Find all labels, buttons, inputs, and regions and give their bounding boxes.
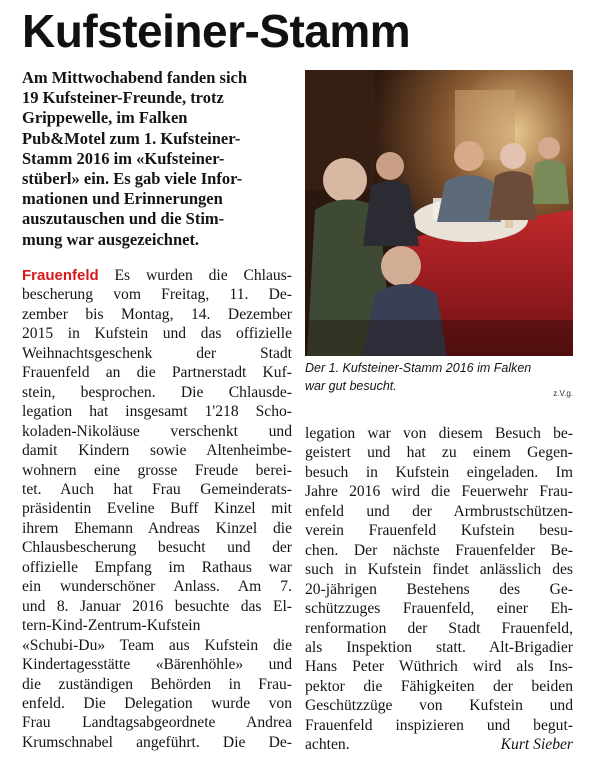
last-line-text: achten.	[305, 736, 350, 754]
body-line: enfeld. Die Delegation wurde von	[22, 694, 292, 712]
body-line: enfeld und der Armbrustschützen-	[305, 502, 573, 520]
body-line: Jahre 2016 wird die Feuerwehr Frau-	[305, 483, 573, 501]
body-line: verein Frauenfeld Kufstein besu-	[305, 522, 573, 540]
body-line: und 8. Januar 2016 besuchte das El-	[22, 597, 292, 615]
body-column-left	[22, 266, 292, 752]
body-line: Krumschnabel angeführt. Die De-	[22, 733, 292, 751]
body-line: offizielle Empfang im Rathaus war	[22, 558, 292, 576]
body-line: ein wunderschöner Anlass. Am 7.	[22, 578, 292, 596]
body-line: wohnern eine grosse Freude berei-	[22, 461, 292, 479]
body-line: Weihnachtsgeschenk der Stadt	[22, 344, 292, 362]
body-line-last	[305, 735, 573, 754]
body-line: zember bis Montag, 14. Dezember	[22, 305, 292, 323]
lead-line: Grippewelle, im Falken	[22, 108, 188, 128]
author-name: Kurt Sieber	[500, 736, 573, 754]
lead-line: 19 Kufsteiner-Freunde, trotz	[22, 88, 224, 108]
body-line: tet. Auch hat Frau Gemeinderats-	[22, 480, 292, 498]
body-line: Kindertagesstätte «Bärenhöhle» und	[22, 656, 292, 674]
lead-line: Pub&Motel zum 1. Kufsteiner-	[22, 128, 241, 148]
body-line: 20-jährigen Bestehens des Ge-	[305, 580, 573, 598]
body-line: Geschützzüge von Kufstein und	[305, 697, 573, 715]
body-column-right	[305, 424, 573, 755]
body-line: geistert und hat zu einem Gegen-	[305, 444, 573, 462]
body-line: 2015 in Kufstein und das offizielle	[22, 325, 292, 343]
body-line: stein, besprochen. Die Chlausde-	[22, 383, 292, 401]
body-line: legation hat insgesamt 1'218 Scho-	[22, 403, 292, 421]
body-line: ihrem Ehemann Andreas Kinzel die	[22, 519, 292, 537]
dateline-place: Frauenfeld	[22, 267, 99, 284]
body-line: koladen-Nikoläuse verschenkt und	[22, 422, 292, 440]
first-line-text: Es wurden die Chlaus-	[114, 267, 292, 284]
lead-line: Am Mittwochabend fanden sich	[22, 68, 248, 87]
photo-credit: z.V.g.	[553, 389, 573, 398]
body-line: besuch in Kufstein eingeladen. Im	[305, 463, 573, 481]
body-line: Frauenfeld inspizieren und begut-	[305, 716, 573, 734]
body-line: präsidentin Eveline Buff Kinzel mit	[22, 500, 292, 518]
caption-line: war gut besucht.	[305, 379, 397, 393]
body-line: Hans Peter Wüthrich wird als Ins-	[305, 658, 573, 676]
event-photo-image	[305, 70, 573, 356]
lead-line: mung war ausgezeichnet.	[22, 229, 200, 249]
body-line: bescherung vom Freitag, 11. De-	[22, 286, 292, 304]
body-line: legation war von diesem Besuch be-	[305, 425, 573, 442]
body-line: schützzuges Frauenfeld, einer Eh-	[305, 600, 573, 618]
lead-line: auszutauschen und die Stim-	[22, 209, 225, 229]
body-line: Frau Landtagsabgeordnete Andrea	[22, 714, 292, 732]
photo-caption	[305, 359, 573, 395]
lead-line: mationen und Erinnerungen	[22, 189, 223, 209]
lead-line: Stamm 2016 im «Kufsteiner-	[22, 148, 225, 168]
body-line: «Schubi-Du» Team aus Kufstein die	[22, 636, 292, 654]
body-line: Chlausbescherung besucht und der	[22, 539, 292, 557]
body-line: pektor die Fähigkeiten der beiden	[305, 677, 573, 695]
body-line: tern-Kind-Zentrum-Kufstein	[22, 617, 201, 635]
body-line: renformation der Stadt Frauenfeld,	[305, 619, 573, 637]
body-line: damit Kindern sowie Altenheimbe-	[22, 442, 292, 460]
body-line: als Inspektion statt. Alt-Brigadier	[305, 638, 573, 656]
lead-line: stüberl» ein. Es gab viele Infor-	[22, 169, 243, 189]
body-line-first	[22, 266, 292, 285]
event-photo	[305, 70, 573, 356]
body-line: chen. Der nächste Frauenfelder Be-	[305, 541, 573, 559]
headline: Kufsteiner-Stamm	[22, 5, 411, 57]
body-line: such in Kufstein findet anlässlich des	[305, 561, 573, 579]
body-line: die zuständigen Behörden in Frau-	[22, 675, 292, 693]
body-line: Frauenfeld an die Partnerstadt Kuf-	[22, 364, 292, 382]
lead-paragraph	[22, 68, 292, 250]
caption-line: Der 1. Kufsteiner-Stamm 2016 im Falken	[305, 361, 532, 375]
